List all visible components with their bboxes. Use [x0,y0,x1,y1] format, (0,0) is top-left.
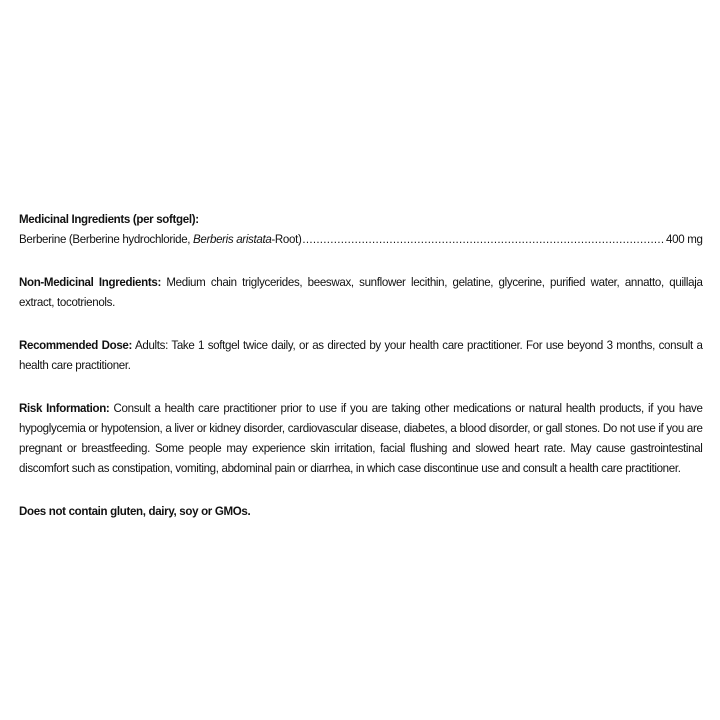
recommended-dose-text: Adults: Take 1 softgel twice daily, or as directed by your health care practitioner. For use beyond 3 months, consult a health care practitioner. [19,338,703,372]
risk-information-text: Consult a health care practitioner prior to use if you are taking other medications or natural health products, if you have hypoglycemia or hypotension, a liver or kidney disorder, cardiovascular disease, diabetes, a blood disorder, or gall stones. Do not use if you are pregnant or breastfeeding. Some people may experience skin irritation, facial flushing and slowed heart rate. May cause gastrointestinal discomfort such as constipation, vomiting, abdominal pain or diarrhea, in which case discontinue use and consult a health care practitioner. [19,401,703,475]
spacer [19,312,703,335]
spacer [19,478,703,501]
non-medicinal-label: Non-Medicinal Ingredients: [19,275,161,289]
risk-information-label: Risk Information: [19,401,110,415]
label-text-body [19,209,703,521]
ingredient-name [19,229,301,249]
ingredient-name-prefix: Berberine (Berberine hydrochloride, [19,232,194,246]
ingredient-amount: 400 mg [666,232,703,246]
recommended-dose [19,335,703,375]
recommended-dose-label: Recommended Dose: [19,338,133,352]
risk-information [19,398,703,478]
spacer [19,249,703,272]
non-medicinal-text: Medium chain triglycerides, beeswax, sunflower lecithin, gelatine, glycerine, purified water, annatto, quillaja extract, tocotrienols. [19,275,703,309]
spacer [19,375,703,398]
ingredient-latin-name: Berberis aristata [193,232,272,246]
ingredient-row [19,229,703,249]
allergen-statement: Does not contain gluten, dairy, soy or GMOs. [19,504,251,518]
ingredient-name-suffix: -Root) [271,232,302,246]
product-label-panel [19,209,703,521]
dot-leader [302,229,665,249]
non-medicinal-ingredients [19,272,703,312]
medicinal-ingredients-heading: Medicinal Ingredients (per softgel): [19,212,199,226]
